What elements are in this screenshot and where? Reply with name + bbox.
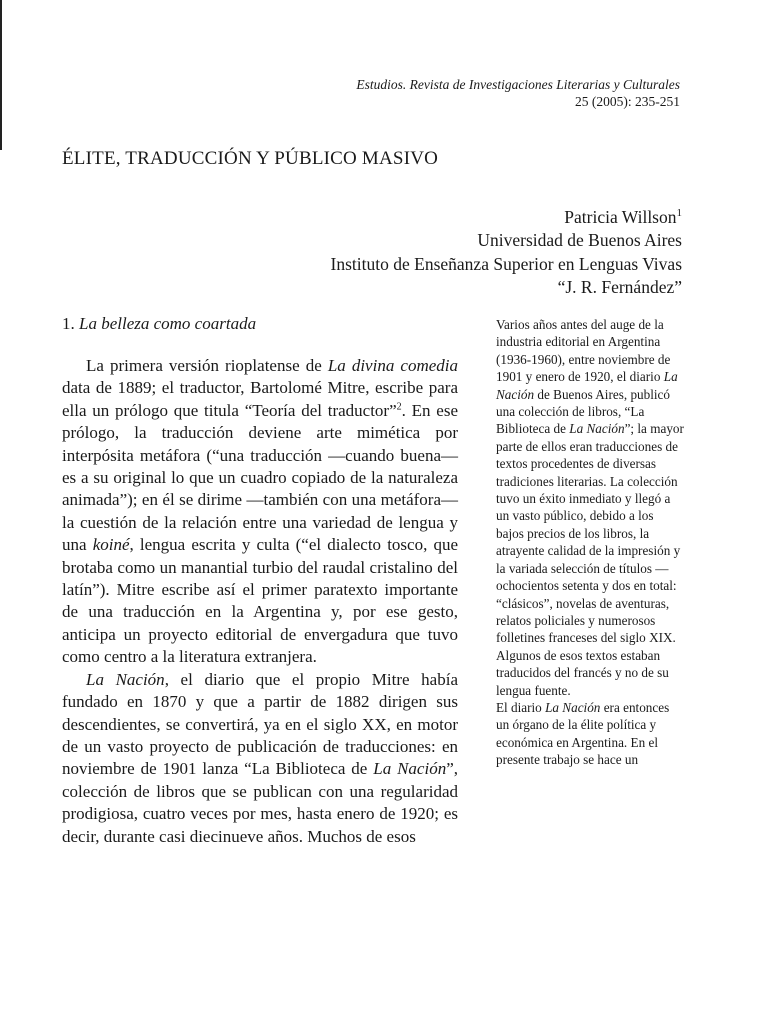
italic-title: La divina comedia xyxy=(327,356,458,375)
affiliation-3: “J. R. Fernández” xyxy=(557,277,682,298)
author-name xyxy=(331,202,682,229)
body-paragraph-2 xyxy=(62,669,458,848)
author-footnote-mark: 1 xyxy=(676,207,682,219)
small-caps-numeral: XIX xyxy=(649,630,673,646)
journal-header xyxy=(356,76,680,110)
italic-title: La Nación xyxy=(373,759,447,779)
text-run: Varios años antes del auge de la industria editorial en Argentina (1936-1960), entre noviembre de 1901 y enero de 1920, el diario xyxy=(496,317,671,385)
abstract-paragraph-1 xyxy=(496,316,684,699)
italic-title: La Nación xyxy=(545,699,601,715)
italic-title: La Nación xyxy=(569,421,625,437)
journal-name: Estudios. Revista de Investigaciones Literarias y Culturales xyxy=(356,77,680,92)
section-number: 1. xyxy=(62,314,75,333)
small-caps-numeral: XX xyxy=(362,714,387,734)
text-run: El diario xyxy=(496,699,546,715)
italic-title: La Nación xyxy=(496,369,678,402)
footnote-mark: 2 xyxy=(396,401,402,413)
text-run: , en motor de un vasto proyecto de publicación de traducciones: en noviembre de 1901 lanza “La Biblioteca de xyxy=(62,714,458,779)
author-name-text: Patricia Willson xyxy=(564,206,677,227)
section-heading xyxy=(62,314,256,334)
text-run: ”, colección de libros que se publican con una regularidad prodigiosa, cuatro veces por mes, hasta enero de 1920; es decir, durante casi diecinueve años. Muchos de esos xyxy=(62,759,459,846)
abstract-paragraph-2 xyxy=(496,699,684,769)
article-title: ÉLITE, TRADUCCIÓN Y PÚBLICO MASIVO xyxy=(62,148,439,169)
text-run: ”; la mayor parte de ellos eran traducciones de textos procedentes de diversas tradiciones literarias. La colección tuvo un éxito inmediato y llegó a un vasto público, debido a los bajos precios de los libros, la atrayente calidad de la impresión y la variada selección de títulos —ochocientos setenta y dos en total: “clásicos”, novelas de aventuras, relatos policiales y numerosos folletines franceses del siglo xyxy=(496,421,684,646)
italic-term: koiné xyxy=(92,535,130,555)
main-body-text xyxy=(62,355,458,848)
text-run: . En ese prólogo, la traducción deviene arte mimética por interpósita metáfora (“una traducción —cuando buena— es a su original lo que un cuadro copiado de la naturaleza animada”); en él se dirime —también con una metáfora— la cuestión de la relación entre una variedad de lengua y una xyxy=(62,400,459,555)
affiliation-1: Universidad de Buenos Aires xyxy=(477,230,682,251)
text-run: era entonces un órgano de la élite política y económica en Argentina. En el presente trabajo se hace un xyxy=(496,699,670,768)
body-paragraph-1 xyxy=(62,355,458,669)
text-run: de Buenos Aires, publicó una colección de libros, “La Biblioteca de xyxy=(496,386,670,437)
text-run: , lengua escrita y culta (“el dialecto tosco, que brotaba como un manantial turbio del raudal cristalino del latín”). Mitre escribe así el primer paratexto importante de una traducción en la Argentina y, por ese gesto, anticipa un proyecto editorial de envergadura que tuvo como centro a la literatura extranjera. xyxy=(62,535,459,667)
text-run: data de 1889; el traductor, Bartolomé Mitre, escribe para ella un prólogo que titula “Teoría del traductor” xyxy=(62,378,458,420)
section-title: La belleza como coartada xyxy=(79,314,257,333)
text-run: . Algunos de esos textos estaban traducidos del francés y no de su lengua fuente. xyxy=(496,630,676,698)
text-run: La primera versión rioplatense de xyxy=(86,356,328,375)
affiliation-2: Instituto de Enseñanza Superior en Lenguas Vivas xyxy=(330,253,682,274)
journal-issue: 25 (2005): 235-251 xyxy=(575,94,680,109)
margin-abstract xyxy=(496,316,684,769)
text-run: , el diario que el propio Mitre había fundado en 1870 y que a partir de 1882 dirigen sus descendientes, se convertirá, ya en el siglo xyxy=(62,669,459,734)
author-byline xyxy=(331,202,682,300)
scan-edge-line xyxy=(0,0,2,150)
italic-title: La Nación xyxy=(86,669,165,689)
